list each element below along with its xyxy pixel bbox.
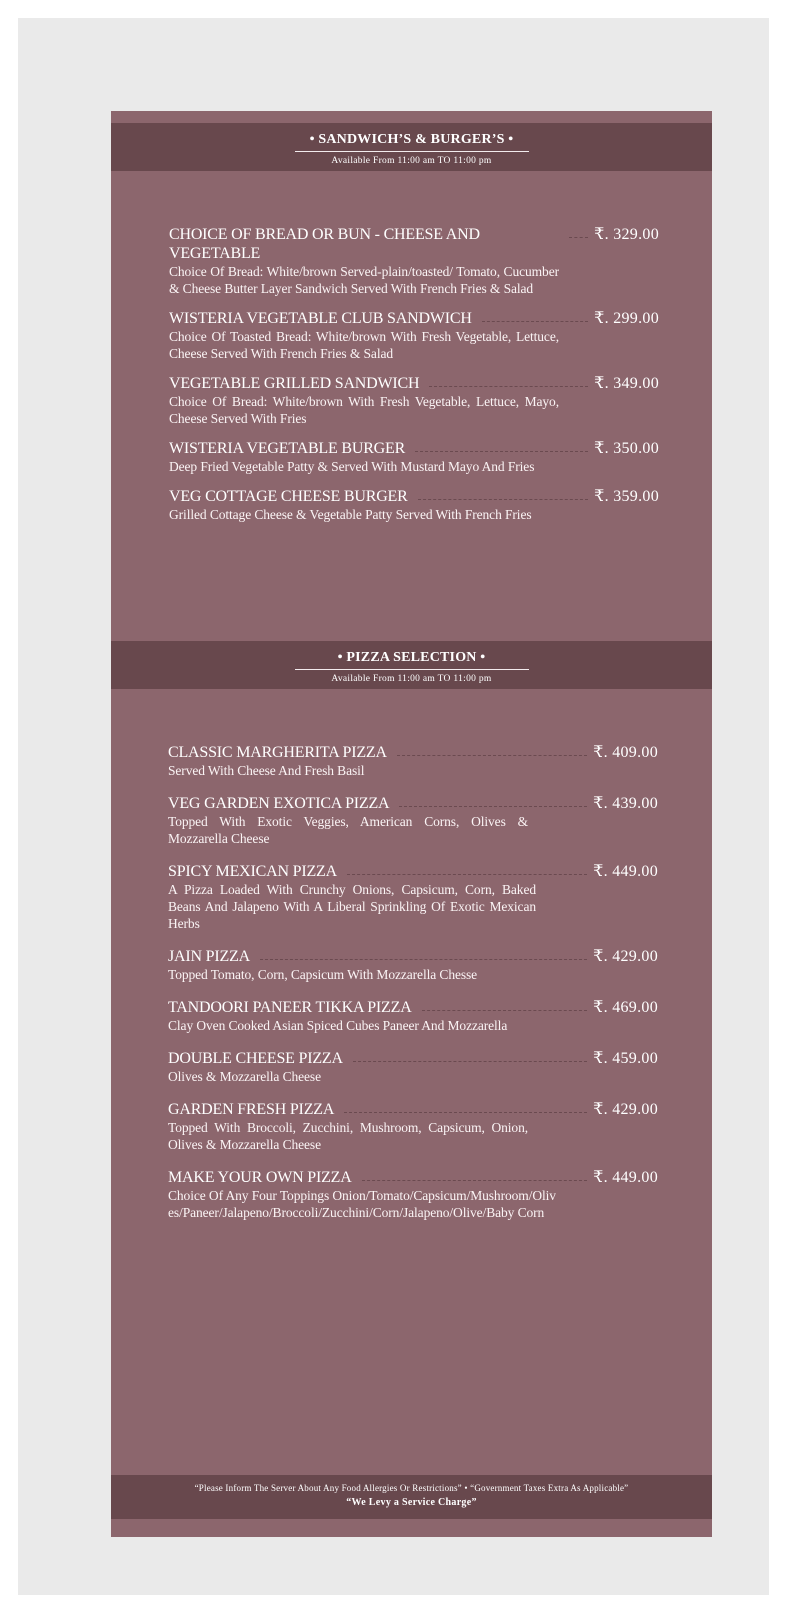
section-header-sandwiches <box>111 123 712 171</box>
menu-item <box>168 743 658 779</box>
page-background <box>18 18 769 1595</box>
section-items-pizza <box>168 743 658 1221</box>
leader-dashes <box>347 874 587 875</box>
item-price: ₹. 349.00 <box>594 375 659 392</box>
item-name: VEG GARDEN EXOTICA PIZZA <box>168 795 390 812</box>
item-name: CLASSIC MARGHERITA PIZZA <box>168 744 387 761</box>
service-charge-note: “We Levy a Service Charge” <box>346 1497 477 1508</box>
item-description: Topped With Broccoli, Zucchini, Mushroom, Capsicum, Onion, Olives & Mozzarella Cheese <box>168 1120 528 1152</box>
item-name: MAKE YOUR OWN PIZZA <box>168 1169 352 1186</box>
item-name: CHOICE OF BREAD OR BUN - CHEESE AND VEGETABLE <box>169 226 480 262</box>
section-availability: Available From 11:00 am TO 11:00 pm <box>331 674 492 684</box>
leader-dashes <box>429 386 588 387</box>
item-name: VEGETABLE GRILLED SANDWICH <box>169 375 420 392</box>
menu-item <box>169 374 659 427</box>
item-price: ₹. 409.00 <box>593 744 658 761</box>
item-price: ₹. 429.00 <box>593 948 658 965</box>
leader-dashes <box>397 755 587 756</box>
menu-item <box>168 794 658 847</box>
menu-item <box>168 1049 658 1085</box>
item-price: ₹. 449.00 <box>593 863 658 880</box>
leader-dashes <box>482 321 588 322</box>
item-name: JAIN PIZZA <box>168 948 250 965</box>
menu-item <box>168 1100 658 1153</box>
item-price: ₹. 350.00 <box>594 440 659 457</box>
leader-dashes <box>569 237 588 238</box>
item-price: ₹. 429.00 <box>593 1101 658 1118</box>
item-name: SPICY MEXICAN PIZZA <box>168 863 337 880</box>
leader-dashes <box>344 1112 587 1113</box>
leader-dashes <box>353 1061 587 1062</box>
menu-panel <box>111 111 712 1537</box>
item-description: Topped Tomato, Corn, Capsicum With Mozzarella Chesse <box>168 967 478 982</box>
item-price: ₹. 459.00 <box>593 1050 658 1067</box>
item-name: VEG COTTAGE CHEESE BURGER <box>169 488 408 505</box>
item-description: Deep Fried Vegetable Patty & Served With Mustard Mayo And Fries <box>169 459 535 474</box>
item-price: ₹. 299.00 <box>594 310 659 327</box>
menu-item <box>168 947 658 983</box>
menu-item <box>169 309 659 362</box>
item-description: Choice Of Any Four Toppings Onion/Tomato/Capsicum/Mushroom/Olives/Paneer/Jalapeno/Broccoli/Zucchini/Corn/Jalapeno/Olive/Baby Corn <box>168 1188 556 1220</box>
item-name: WISTERIA VEGETABLE BURGER <box>169 440 406 457</box>
leader-dashes <box>418 499 589 500</box>
section-title: • SANDWICH’S & BURGER’S • <box>295 132 529 152</box>
item-price: ₹. 469.00 <box>593 999 658 1016</box>
menu-item <box>168 1168 658 1221</box>
menu-item <box>169 439 659 475</box>
item-description: Grilled Cottage Cheese & Vegetable Patty Served With French Fries <box>169 507 532 522</box>
section-availability: Available From 11:00 am TO 11:00 pm <box>331 156 492 166</box>
section-title: • PIZZA SELECTION • <box>295 650 529 670</box>
leader-dashes <box>362 1180 588 1181</box>
section-items-sandwiches <box>169 225 659 523</box>
item-price: ₹. 439.00 <box>593 795 658 812</box>
leader-dashes <box>260 959 587 960</box>
item-name: GARDEN FRESH PIZZA <box>168 1101 335 1118</box>
allergy-tax-note: “Please Inform The Server About Any Food Allergies Or Restrictions” • “Government Taxes Extra As Applicable” <box>194 1483 629 1493</box>
leader-dashes <box>422 1010 588 1011</box>
item-name: WISTERIA VEGETABLE CLUB SANDWICH <box>169 310 472 327</box>
item-price: ₹. 449.00 <box>593 1169 658 1186</box>
item-description: Choice Of Bread: White/brown Served-plain/toasted/ Tomato, Cucumber & Cheese Butter Layer Sandwich Served With French Fries & Salad <box>169 264 559 296</box>
menu-item <box>169 225 659 297</box>
menu-item <box>169 487 659 523</box>
item-description: Topped With Exotic Veggies, American Corns, Olives & Mozzarella Cheese <box>168 814 528 846</box>
item-description: Clay Oven Cooked Asian Spiced Cubes Paneer And Mozzarella <box>168 1018 508 1033</box>
item-price: ₹. 329.00 <box>594 226 659 243</box>
item-name: TANDOORI PANEER TIKKA PIZZA <box>168 999 412 1016</box>
section-header-pizza <box>111 641 712 689</box>
item-price: ₹. 359.00 <box>594 488 659 505</box>
item-name: DOUBLE CHEESE PIZZA <box>168 1050 343 1067</box>
menu-item <box>168 862 658 932</box>
leader-dashes <box>399 806 587 807</box>
leader-dashes <box>415 451 588 452</box>
item-description: Choice Of Bread: White/brown With Fresh Vegetable, Lettuce, Mayo, Cheese Served With Fries <box>169 394 559 426</box>
item-description: Olives & Mozzarella Cheese <box>168 1069 321 1084</box>
item-description: Served With Cheese And Fresh Basil <box>168 763 365 778</box>
footer-notice <box>111 1475 712 1519</box>
item-description: Choice Of Toasted Bread: White/brown With Fresh Vegetable, Lettuce, Cheese Served With French Fries & Salad <box>169 329 559 361</box>
menu-item <box>168 998 658 1034</box>
item-description: A Pizza Loaded With Crunchy Onions, Capsicum, Corn, Baked Beans And Jalapeno With A Liberal Sprinkling Of Exotic Mexican Herbs <box>168 882 536 931</box>
